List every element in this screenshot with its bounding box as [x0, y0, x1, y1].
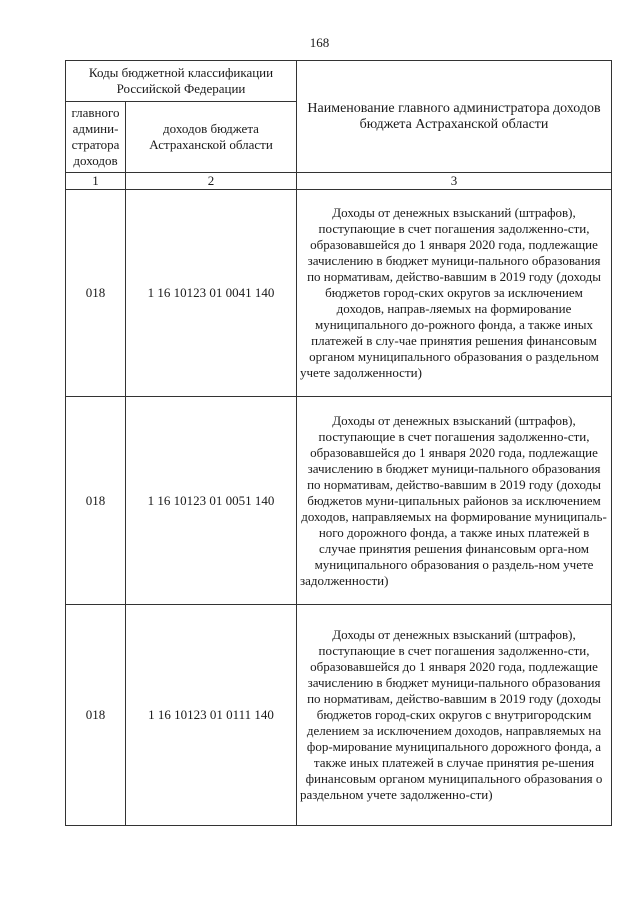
header-administrator-name: Наименование главного администратора доходов бюджета Астраханской области: [297, 61, 612, 173]
column-number: 2: [126, 173, 297, 190]
admin-code-cell: 018: [66, 190, 126, 397]
description-cell: Доходы от денежных взысканий (штрафов), поступающие в счет погашения задолженно-сти, образовавшейся до 1 января 2020 года, подлежащие зачислению в бюджет муници-пального образования по нормативам, действо-вавшим в 2019 году (доходы бюджетов муни-ципальных районов за исключением доходов, направляемых на формирование муниципаль-ного дорожного фонда, а также иных платежей в случае принятия решения финансовым орга-ном муниципального образования о раздель-ном учете задолженности): [297, 397, 612, 605]
income-code-cell: 1 16 10123 01 0051 140: [126, 397, 297, 605]
header-admin-code: главного админи-стратора доходов: [66, 102, 126, 173]
description-cell: Доходы от денежных взысканий (штрафов), поступающие в счет погашения задолженно-сти, образовавшейся до 1 января 2020 года, подлежащие зачислению в бюджет муници-пального образования по нормативам, действо-вавшим в 2019 году (доходы бюджетов город-ских округов с внутригородским делением за исключением доходов, направляемых на фор-мирование муниципального дорожного фонда, а также иных платежей в случае принятия ре-шения финансовым органом муниципального образования о раздельном учете задолженно-сти): [297, 605, 612, 826]
table-row: [66, 190, 612, 397]
budget-codes-table: [65, 60, 612, 826]
column-number: 3: [297, 173, 612, 190]
admin-code-cell: 018: [66, 397, 126, 605]
table-row: [66, 605, 612, 826]
description-cell: Доходы от денежных взысканий (штрафов), поступающие в счет погашения задолженно-сти, образовавшейся до 1 января 2020 года, подлежащие зачислению в бюджет муници-пального образования по нормативам, действо-вавшим в 2019 году (доходы бюджетов город-ских округов за исключением доходов, направ-ляемых на формирование муниципального до-рожного фонда, а также иных платежей в слу-чае принятия решения финансовым органом муниципального образования о раздельном учете задолженности): [297, 190, 612, 397]
header-income-code: доходов бюджета Астраханской области: [126, 102, 297, 173]
header-budget-codes: Коды бюджетной классификации Российской Федерации: [66, 61, 297, 102]
table-row: [66, 397, 612, 605]
page-number: 168: [309, 35, 330, 50]
income-code-cell: 1 16 10123 01 0041 140: [126, 190, 297, 397]
column-number: 1: [66, 173, 126, 190]
column-number-row: [66, 173, 612, 190]
admin-code-cell: 018: [66, 605, 126, 826]
income-code-cell: 1 16 10123 01 0111 140: [126, 605, 297, 826]
